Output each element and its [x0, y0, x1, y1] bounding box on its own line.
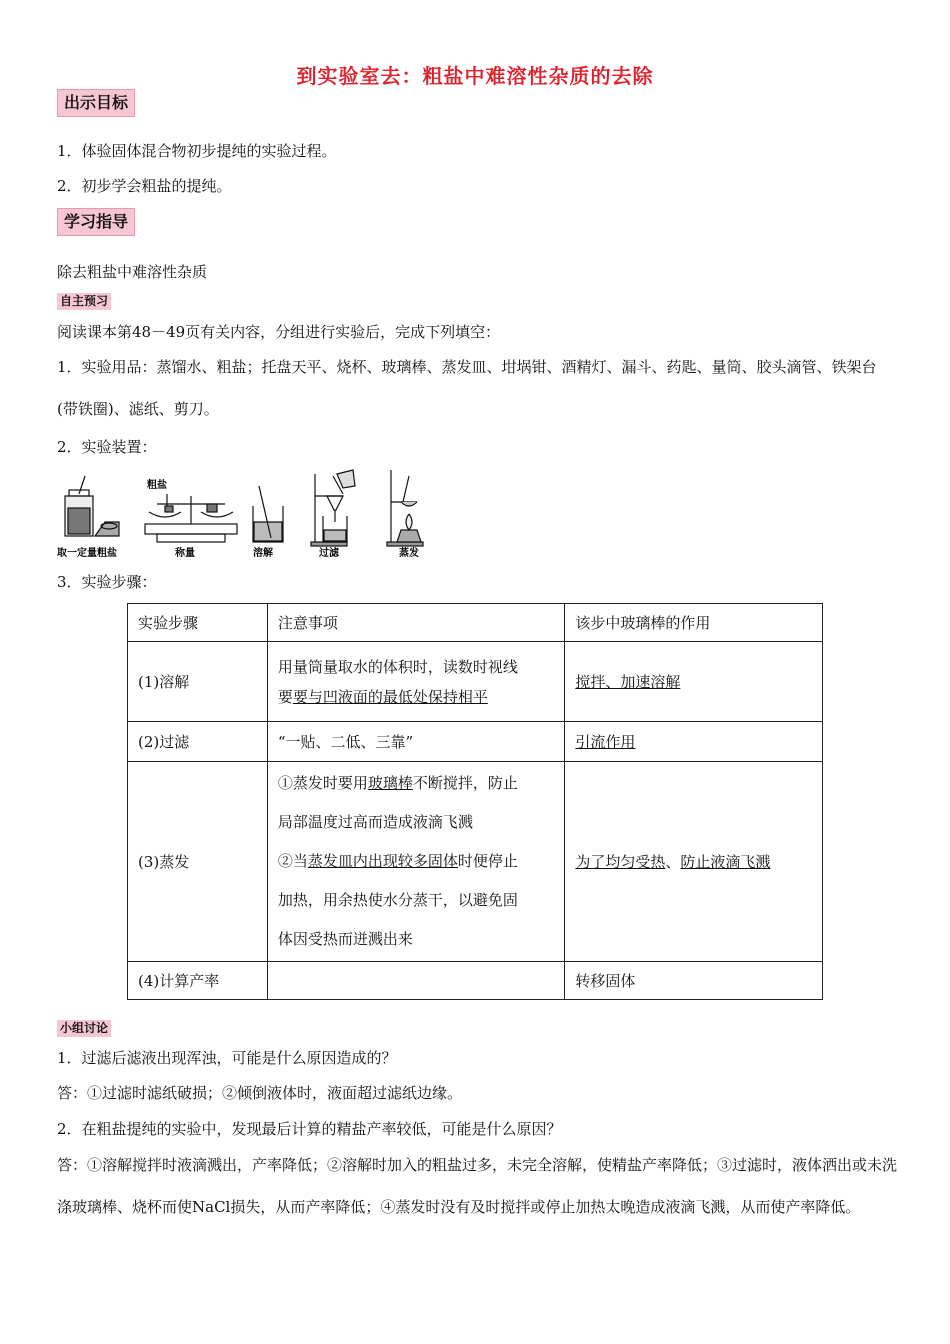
table-row: [128, 642, 823, 722]
step-cell: (1)溶解: [128, 642, 268, 722]
balance-salt-label: 粗盐: [147, 480, 167, 491]
step-cell: (2)过滤: [128, 722, 268, 762]
discussion-answer-1: 答：①过滤时滤纸破损；②倾倒液体时，液面超过滤纸边缘。: [57, 1084, 463, 1102]
note-answer: 蒸发皿内出现较多固体: [307, 852, 458, 870]
note-line: [278, 842, 555, 881]
note-line-underlined: 要要与凹液面的最低处保持相平: [277, 687, 488, 706]
role-answer: 为了均匀受热: [575, 853, 666, 871]
figure-label-weigh: 称量: [175, 548, 195, 559]
apparatus-figure: [57, 466, 447, 562]
note-answer: 要与凹液面的最低处保持相平: [292, 687, 488, 706]
discussion-question-1: 1．过滤后滤液出现浑浊，可能是什么原因造成的？: [57, 1049, 397, 1067]
note-line: [278, 764, 555, 803]
section-goals-tag: 出示目标: [57, 89, 135, 117]
discussion-answer-2: 答：①溶解搅拌时液滴溅出，产率降低；②溶解时加入的粗盐过多，未完全溶解，使精盐产率降低；③过滤时，液体洒出或未洗涤玻璃棒、烧杯而使NaCl损失，从而产率降低；④蒸发时没有及时搅拌或停止加热太晚造成液滴飞溅，从而使产率降低。: [57, 1156, 898, 1216]
note-cell: “一贴、二低、三靠”: [267, 722, 565, 762]
note-answer: 玻璃棒: [367, 774, 413, 792]
figure-label-dissolve: 溶解: [253, 548, 273, 559]
role-cell: [565, 762, 823, 962]
step-cell: (3)蒸发: [128, 762, 268, 962]
balance-drawing: [145, 494, 237, 542]
figure-label-take-salt: 取一定量粗盐: [57, 548, 117, 559]
step-cell: (4)计算产率: [128, 962, 268, 1000]
table-row: [128, 762, 823, 962]
role-cell: 转移固体: [565, 962, 823, 1000]
header-note: 注意事项: [267, 604, 565, 642]
figure-label-evaporate: 蒸发: [399, 548, 419, 559]
note-text: 时便停止: [457, 852, 518, 870]
preview-item-1: 1．实验用品：蒸馏水、粗盐；托盘天平、烧杯、玻璃棒、蒸发皿、坩埚钳、酒精灯、漏斗、药匙、量筒、胶头滴管、铁架台(带铁圈)、滤纸、剪刀。: [57, 358, 877, 418]
dissolve-beaker-drawing: [253, 486, 283, 542]
header-role: 该步中玻璃棒的作用: [565, 604, 823, 642]
salt-jar-drawing: [65, 476, 119, 536]
steps-table: [127, 603, 823, 1000]
figure-label-filter: 过滤: [319, 548, 339, 559]
role-separator: 、: [665, 853, 681, 871]
note-line: 局部温度过高而造成液滴飞溅: [277, 813, 473, 831]
note-text: ②当: [277, 852, 308, 870]
evaporation-drawing: [387, 470, 423, 546]
table-row: [128, 962, 823, 1000]
role-answer: 防止液滴飞溅: [680, 853, 771, 871]
section-guide-tag: 学习指导: [57, 208, 135, 236]
note-text: 不断搅拌，防止: [412, 774, 518, 792]
role-answer: 搅拌、加速溶解: [575, 673, 681, 691]
note-line: 加热，用余热使水分蒸干，以避免固: [277, 891, 518, 909]
note-cell: [267, 962, 565, 1000]
section-preview-tag: 自主预习: [57, 293, 111, 310]
preview-item-2: 2．实验装置：: [57, 438, 157, 456]
role-answer: 引流作用: [575, 733, 636, 751]
section-discussion-tag: 小组讨论: [57, 1020, 111, 1037]
note-line: 体因受热而迸溅出来: [277, 930, 413, 948]
role-cell: [565, 722, 823, 762]
note-cell: [267, 762, 565, 962]
role-cell: [565, 642, 823, 722]
topic-heading: 除去粗盐中难溶性杂质: [57, 263, 208, 281]
page-title: 到实验室去：粗盐中难溶性杂质的去除: [296, 64, 654, 88]
filtration-drawing: [311, 470, 355, 546]
note-cell: [267, 642, 565, 722]
header-step: 实验步骤: [128, 604, 268, 642]
goal-item-2: 2．初步学会粗盐的提纯。: [57, 177, 232, 195]
table-header-row: [128, 604, 823, 642]
preview-intro: 阅读课本第48－49页有关内容，分组进行实验后，完成下列填空：: [57, 323, 501, 341]
note-line: 用量筒量取水的体积时，读数时视线: [277, 657, 518, 676]
table-row: [128, 722, 823, 762]
preview-item-3: 3．实验步骤：: [57, 573, 157, 591]
goal-item-1: 1．体验固体混合物初步提纯的实验过程。: [57, 142, 337, 160]
note-text: ①蒸发时要用: [277, 774, 368, 792]
discussion-question-2: 2．在粗盐提纯的实验中，发现最后计算的精盐产率较低，可能是什么原因？: [57, 1120, 562, 1138]
